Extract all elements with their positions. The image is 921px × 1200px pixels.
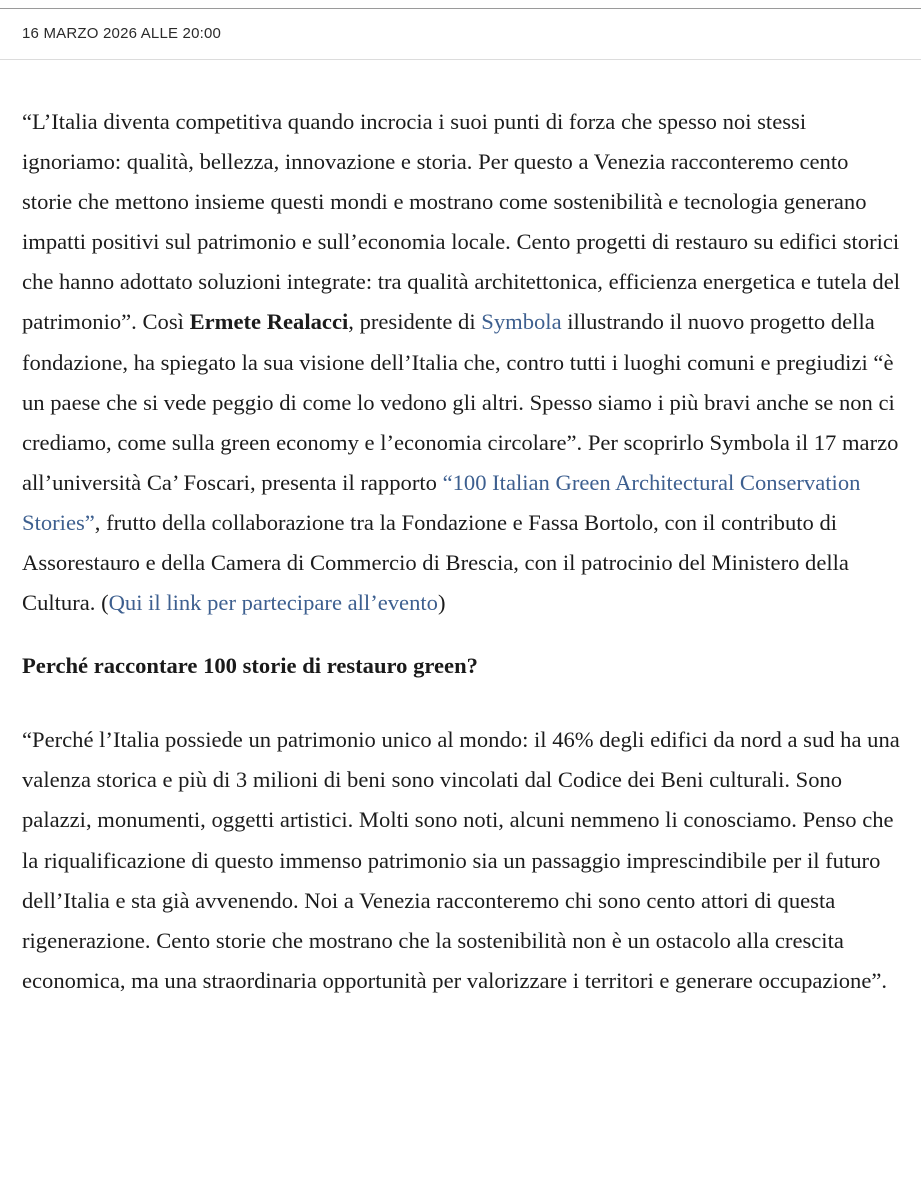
paragraph-text: , frutto della collaborazione tra la Fondazione e Fassa Bortolo, con il contributo di Assorestauro e della Camera di Commercio di Brescia, con il patrocinio del Ministero della Cultura. (: [22, 509, 849, 616]
person-name-bold: Ermete Realacci: [189, 309, 349, 335]
paragraph-text: illustrando il nuovo progetto della fondazione, ha spiegato la sua visione dell’Italia che, contro tutti i luoghi comuni e pregiudizi “è un paese che si vede peggio di come lo vedono gli altri. Spesso siamo i più bravi anche se non ci crediamo, come sulla green economy e l’economia circolare”. Per scoprirlo Symbola il 17 marzo all’università Ca’ Foscari, presenta il rapporto: [22, 309, 899, 495]
paragraph-text: “L’Italia diventa competitiva quando incrocia i suoi punti di forza che spesso noi stessi ignoriamo: qualità, bellezza, innovazione e storia. Per questo a Venezia racconteremo cento storie che mettono insieme questi mondi e mostrano come sostenibilità e tecnologia generano impatti positivi sul patrimonio e sull’economia locale. Cento progetti di restauro su edifici storici che hanno adottato soluzioni integrate: tra qualità architettonica, efficienza energetica e tutela del patrimonio”. Così: [22, 109, 901, 335]
symbola-link[interactable]: Symbola: [481, 309, 562, 335]
paragraph-text: , presidente di: [348, 309, 482, 335]
section-heading: Perché raccontare 100 storie di restauro green?: [22, 653, 478, 679]
report-link[interactable]: “100 Italian Green Architectural Conservation Stories”: [22, 469, 861, 535]
publication-date: 16 MARZO 2026 ALLE 20:00: [22, 25, 222, 42]
article-paragraph-answer: “Perché l’Italia possiede un patrimonio unico al mondo: il 46% degli edifici da nord a sud ha una valenza storica e più di 3 milioni di beni sono vincolati dal Codice dei Beni culturali. Sono palazzi, monumenti, oggetti artistici. Molti sono noti, alcuni nemmeno li conosciamo. Penso che la riqualificazione di questo immenso patrimonio sia un passaggio imprescindibile per il futuro dell’Italia e sta già avvenendo. Noi a Venezia racconteremo chi sono cento attori di questa rigenerazione. Cento storie che mostrano che la sostenibilità non è un ostacolo alla crescita economica, ma una straordinaria opportunità per valorizzare i territori e generare occupazione”.: [22, 727, 900, 993]
article-body: [22, 102, 902, 1001]
article-meta-bar: [0, 9, 921, 60]
event-link[interactable]: Qui il link per partecipare all’evento: [108, 590, 438, 616]
paragraph-text: ): [437, 590, 446, 616]
article-paragraph-intro: [22, 102, 902, 623]
